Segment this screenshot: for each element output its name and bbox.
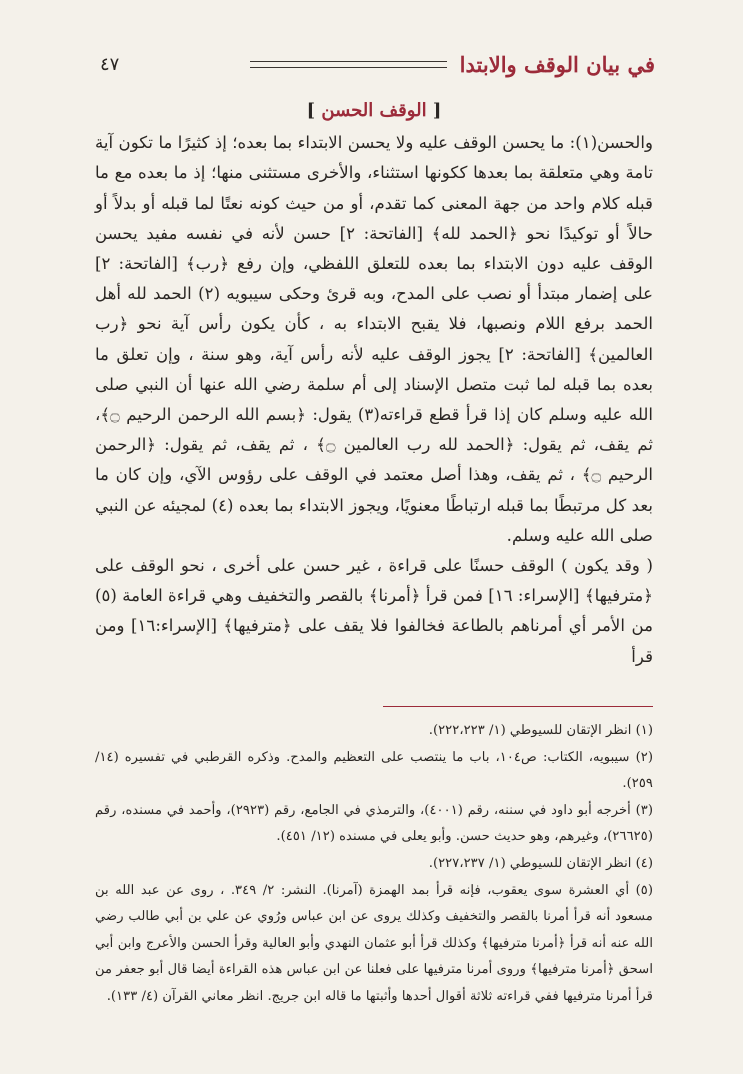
- main-text: [95, 96, 653, 672]
- running-title: في بيان الوقف والابتدا: [459, 52, 655, 77]
- section-heading: [95, 96, 653, 126]
- footnote: (١) انظر الإتقان للسيوطي (١/ ٢٢٢،٢٢٣).: [428, 723, 653, 738]
- page-header: [100, 48, 655, 84]
- page-number: ٤٧: [100, 54, 120, 75]
- heading-bracket-close: ]: [306, 100, 316, 121]
- paragraph: ( وقد يكون ) الوقف حسنًا على قراءة ، غير حسن على أخرى ، نحو الوقف على ﴿مترفيها﴾ [الإسراء: ١٦] فمن قرأ ﴿أمرنا﴾ بالقصر والتخفيف وهي قراءة العامة (٥) من الأمر أي أمرناهم بالطاعة فخالفوا فلا يقف على ﴿مترفيها﴾ [الإسراء:١٦] ومن قرأ: [95, 556, 653, 666]
- header-rule: [250, 61, 447, 68]
- footnote: (٣) أخرجه أبو داود في سننه، رقم (٤٠٠١)، والترمذي في الجامع، رقم (٢٩٢٣)، وأحمد في مسنده، رقم (٢٦٦٢٥)، وغيرهم، وهو حديث حسن. وأبو يعلى في مسنده (١٢/ ٤٥١).: [95, 802, 653, 845]
- footnote: (٥) أي العشرة سوى يعقوب، فإنه قرأ بمد الهمزة (آمرنا). النشر: ٢/ ٣٤٩. ، روى عن عبد الله بن مسعود أنه قرأ أمرنا بالقصر والتخفيف وكذلك يروى عن ابن عباس ورُوي عن علي بن أبي طالب رضي الله عنه أنه قرأ ﴿أمرنا مترفيها﴾ وكذلك قرأ أبو عثمان النهدي وأبو العالية وقرأ الحسن والأعرج وابن أبي اسحق ﴿أمرنا مترفيها﴾ وروى أمرنا مترفيها على فعلنا عن ابن عباس هذه القراءة أيضا قال أبو جعفر من قرأ أمرنا مترفيها ففي قراءته ثلاثة أقوال أحدها وأثبتها ما قاله ابن جريج. انظر معاني القرآن (٤/ ١٣٣).: [95, 882, 653, 1004]
- paragraph: والحسن(١): ما يحسن الوقف عليه ولا يحسن الابتداء بما بعده؛ إذ كثيرًا ما تكون آية تامة وهي متعلقة بما بعدها ككونها استثناء، والأخرى مستثنى منها؛ إذ ما بعده مع ما قبله كلام واحد من جهة المعنى كما تقدم، أو من حيث كونه نعتًا لما قبله أو بدلاً أو حالاً أو توكيدًا نحو ﴿الحمد لله﴾ [الفاتحة: ٢] حسن لأنه في نفسه مفيد يحسن الوقف عليه دون الابتداء بما بعده للتعلق اللفظي، وإن رفع ﴿رب﴾ [الفاتحة: ٢] على إضمار مبتدأ أو نصب على المدح، وبه قرئ وحكى سيبويه (٢) الحمد لله أهل الحمد برفع اللام ونصبها، فلا يقبح الابتداء به ، كأن يكون رأس آية نحو ﴿رب العالمين﴾ [الفاتحة: ٢] يجوز الوقف عليه لأنه رأس آية، وهو سنة ، وإن تعلق ما بعده بما قبله لما ثبت متصل الإسناد إلى أم سلمة رضي الله عنها أن النبي صلى الله عليه وسلم كان إذا قرأ قطع قراءته(٣) يقول: ﴿بسم الله الرحمن الرحيم ۝﴾، ثم يقف، ثم يقول: ﴿الحمد لله رب العالمين ۝﴾ ، ثم يقف، ثم يقول: ﴿الرحمن الرحيم ۝﴾ ، ثم يقف، وهذا أصل معتمد في الوقف على رؤوس الآي، وإن كان ما بعد كل مرتبطًا بما قبله ارتباطًا معنويًا، ويجوز الابتداء بما بعده (٤) لمجيئه عن النبي صلى الله عليه وسلم.: [95, 133, 653, 545]
- footnote: (٤) انظر الإتقان للسيوطي (١/ ٢٢٧،٢٣٧).: [428, 855, 653, 871]
- heading-text: الوقف الحسن: [321, 100, 427, 121]
- footnote: (٢) سيبويه، الكتاب: ص١٠٤، باب ما ينتصب على التعظيم والمدح. وذكره القرطبي في تفسيره (١٤/ ٢٥٩).: [95, 749, 653, 792]
- footnotes: [95, 718, 653, 1011]
- heading-bracket-open: [: [432, 100, 442, 121]
- footnote-separator: [383, 706, 653, 707]
